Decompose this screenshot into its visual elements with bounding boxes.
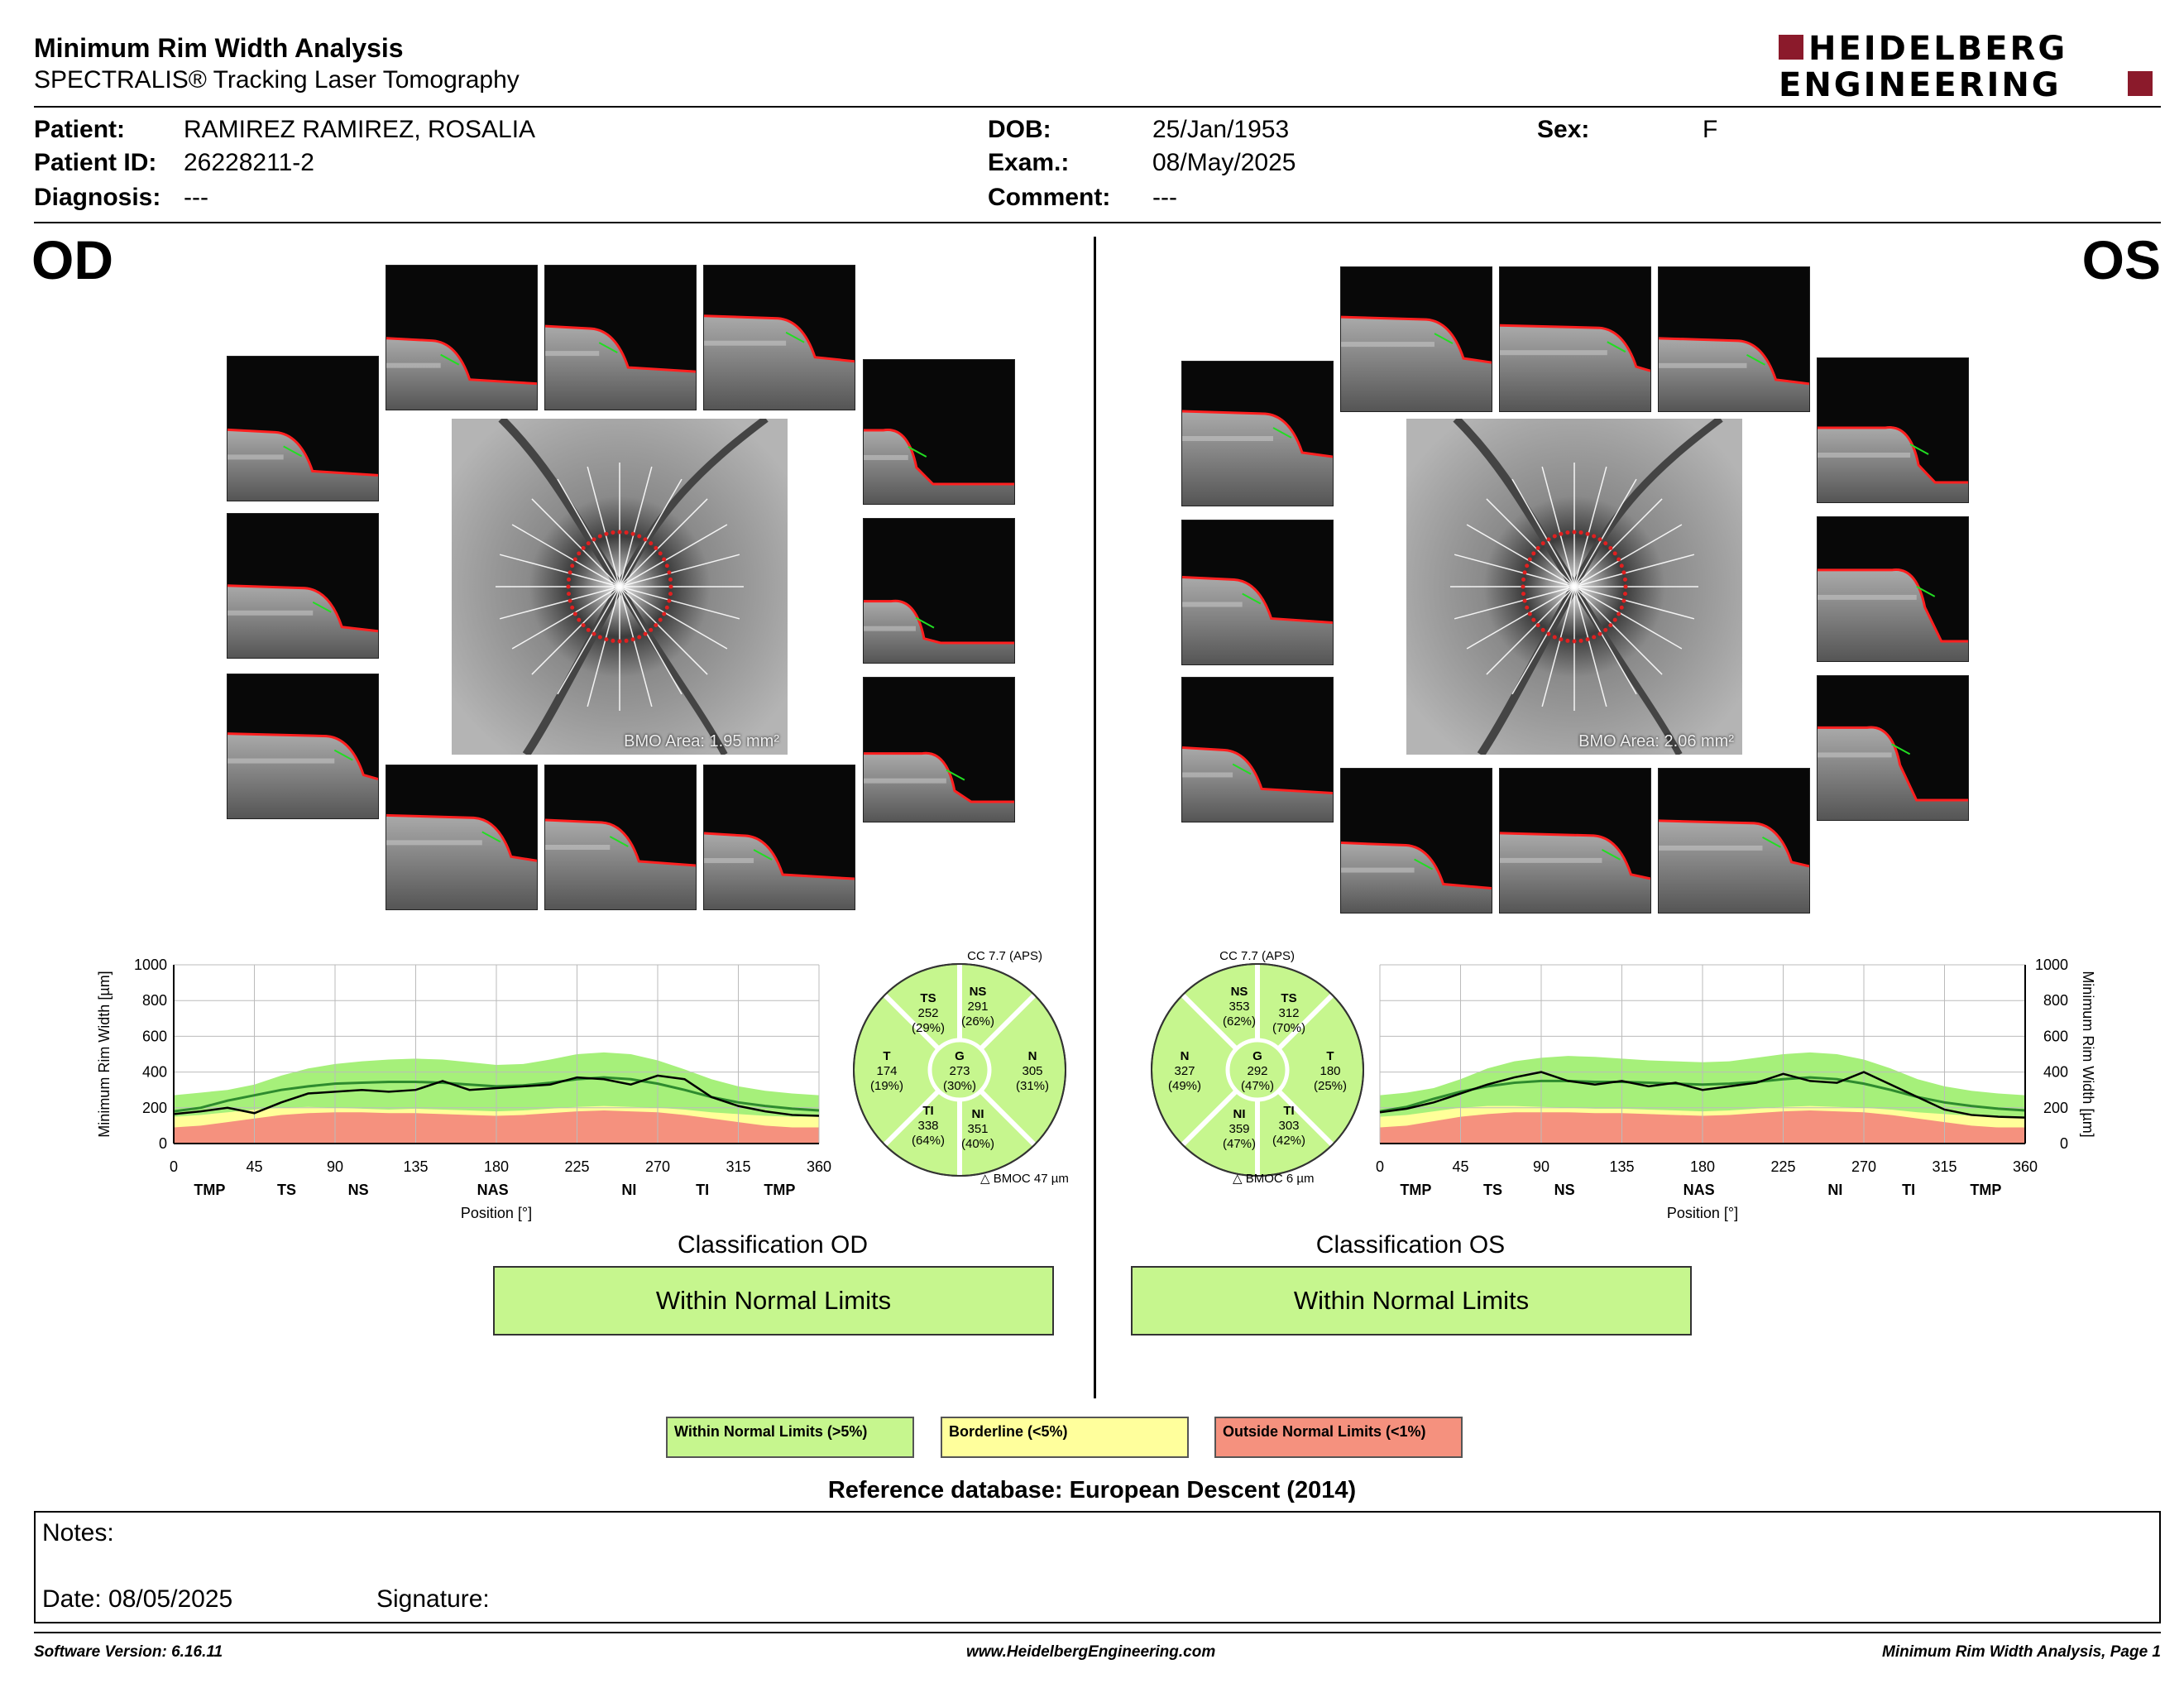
- x-tick-label: 315: [726, 1158, 751, 1175]
- software-version: Software Version: 6.16.11: [34, 1643, 223, 1661]
- x-tick-label: 225: [564, 1158, 590, 1175]
- sector-axis-label: TS: [1482, 1182, 1503, 1198]
- oct-bscan-thumbnail: [227, 674, 379, 819]
- dob-label: DOB:: [988, 116, 1051, 143]
- oct-bscan-thumbnail: [1499, 266, 1651, 412]
- oct-bscan-thumbnail: [1817, 516, 1969, 662]
- sector-name: N: [1180, 1049, 1190, 1063]
- oct-bscan-thumbnail: [1658, 768, 1810, 914]
- od-sector-diagram: [836, 947, 1084, 1187]
- y-tick-label: 200: [141, 1099, 167, 1116]
- sector-axis-label: TI: [1902, 1182, 1916, 1198]
- legend-outside-normal: Outside Normal Limits (<1%): [1214, 1417, 1463, 1458]
- sector-name: NI: [971, 1107, 984, 1121]
- oct-bscan-thumbnail: [544, 265, 697, 410]
- date-label: Date: 08/05/2025: [42, 1585, 233, 1613]
- sector-axis-label: NS: [1554, 1182, 1575, 1198]
- sector-value: 312: [1278, 1006, 1300, 1020]
- sector-axis-label: TMP: [1970, 1182, 2002, 1198]
- oct-bscan-thumbnail: [703, 265, 855, 410]
- od-eye-label: OD: [31, 229, 113, 290]
- sex-value: F: [1703, 116, 1718, 143]
- page-label: Minimum Rim Width Analysis, Page 1: [1882, 1643, 2161, 1661]
- diagnosis-label: Diagnosis:: [34, 184, 161, 211]
- y-tick-label: 0: [158, 1135, 167, 1152]
- sector-name: G: [1252, 1049, 1262, 1063]
- y-tick-label: 800: [141, 992, 167, 1009]
- diagnosis-value: ---: [184, 184, 208, 211]
- x-tick-label: 180: [1689, 1158, 1716, 1175]
- sector-value: 327: [1174, 1064, 1195, 1078]
- sector-name: NS: [1230, 985, 1248, 999]
- sector-percentile: (30%): [942, 1079, 977, 1093]
- sector-name: TS: [1281, 991, 1297, 1005]
- notes-box[interactable]: [34, 1511, 2161, 1623]
- cc-label: CC 7.7 (APS): [967, 949, 1042, 963]
- sector-name: NI: [1233, 1107, 1246, 1121]
- oct-bscan-thumbnail: [863, 677, 1015, 822]
- y-axis-title: Minimum Rim Width [µm]: [2080, 971, 2096, 1138]
- y-axis-title: Minimum Rim Width [µm]: [96, 971, 113, 1138]
- sector-percentile: (47%): [1222, 1137, 1257, 1151]
- patient-id-label: Patient ID:: [34, 149, 157, 176]
- x-tick-label: 135: [1609, 1158, 1635, 1175]
- oct-bscan-thumbnail: [1181, 677, 1334, 822]
- y-tick-label: 800: [2043, 992, 2068, 1009]
- x-tick-label: 270: [644, 1158, 671, 1175]
- oct-bscan-thumbnail: [863, 359, 1015, 505]
- oct-bscan-thumbnail: [863, 518, 1015, 664]
- sector-percentile: (26%): [960, 1014, 995, 1029]
- svg-text:HEIDELBERG: HEIDELBERG: [1808, 31, 2068, 68]
- sector-value: 174: [876, 1064, 898, 1078]
- sector-value: 305: [1022, 1064, 1043, 1078]
- x-tick-label: 180: [483, 1158, 510, 1175]
- sector-value: 351: [967, 1122, 989, 1136]
- sector-name: N: [1027, 1049, 1037, 1063]
- report-subtitle: SPECTRALIS® Tracking Laser Tomography: [34, 66, 520, 94]
- x-tick-label: 315: [1932, 1158, 1957, 1175]
- y-tick-label: 1000: [2034, 957, 2068, 973]
- sector-axis-label: TS: [276, 1182, 297, 1198]
- oct-bscan-thumbnail: [227, 513, 379, 659]
- report-title: Minimum Rim Width Analysis: [34, 33, 404, 63]
- os-classification-box: Within Normal Limits: [1131, 1266, 1692, 1336]
- comment-value: ---: [1152, 184, 1177, 211]
- sector-axis-label: NI: [621, 1182, 637, 1198]
- legend-borderline: Borderline (<5%): [941, 1417, 1189, 1458]
- x-tick-label: 270: [1851, 1158, 1877, 1175]
- center-divider: [1094, 237, 1096, 1398]
- patient-id: 26228211-2: [184, 149, 314, 176]
- sector-axis-label: NAS: [1683, 1182, 1715, 1198]
- sector-value: 338: [917, 1119, 939, 1133]
- sector-name: TI: [1283, 1104, 1295, 1118]
- sector-axis-label: NAS: [477, 1182, 509, 1198]
- legend-within-normal: Within Normal Limits (>5%): [666, 1417, 914, 1458]
- y-tick-label: 1000: [133, 957, 167, 973]
- sector-axis-label: TMP: [1400, 1182, 1432, 1198]
- chart-plot-area: [1376, 957, 2096, 1221]
- x-tick-label: 45: [1452, 1158, 1469, 1175]
- oct-bscan-thumbnail: [1658, 266, 1810, 412]
- sector-name: NS: [969, 985, 987, 999]
- notes-label: Notes:: [42, 1519, 114, 1547]
- sector-axis-label: NI: [1827, 1182, 1843, 1198]
- bmo-area-label: BMO Area: 1.95 mm²: [624, 732, 779, 750]
- y-tick-label: 400: [141, 1063, 167, 1081]
- od-classification-box: Within Normal Limits: [493, 1266, 1054, 1336]
- y-tick-label: 600: [2043, 1028, 2068, 1045]
- sector-name: T: [1326, 1049, 1334, 1063]
- cc-label: CC 7.7 (APS): [1219, 949, 1295, 963]
- oct-bscan-thumbnail: [544, 765, 697, 910]
- sector-axis-label: TMP: [764, 1182, 796, 1198]
- patient-name: RAMIREZ RAMIREZ, ROSALIA: [184, 116, 536, 143]
- os-sector-diagram: [1133, 947, 1385, 1187]
- sector-value: 353: [1228, 1000, 1250, 1014]
- sector-percentile: (47%): [1240, 1079, 1275, 1093]
- sector-percentile: (29%): [911, 1021, 946, 1035]
- sector-axis-label: TMP: [194, 1182, 226, 1198]
- oct-bscan-thumbnail: [703, 765, 855, 910]
- oct-bscan-thumbnail: [1817, 675, 1969, 821]
- sector-percentile: (25%): [1313, 1079, 1348, 1093]
- os-classification-title: Classification OS: [1315, 1231, 1506, 1259]
- bmoc-label: △ BMOC 6 µm: [1233, 1172, 1315, 1186]
- sector-percentile: (31%): [1015, 1079, 1050, 1093]
- x-tick-label: 360: [2012, 1158, 2038, 1175]
- sector-axis-label: NS: [347, 1182, 369, 1198]
- oct-bscan-thumbnail: [1181, 361, 1334, 506]
- sector-value: 292: [1247, 1064, 1268, 1078]
- y-tick-label: 200: [2043, 1099, 2068, 1116]
- sector-value: 291: [967, 1000, 989, 1014]
- exam-label: Exam.:: [988, 149, 1070, 176]
- x-tick-label: 90: [326, 1158, 344, 1175]
- x-axis-title: Position [°]: [460, 1205, 533, 1221]
- os-mrw-chart: [1355, 952, 2100, 1233]
- x-tick-label: 225: [1770, 1158, 1796, 1175]
- reference-database: Reference database: European Descent (2014): [827, 1477, 1357, 1503]
- sector-name: T: [883, 1049, 891, 1063]
- oct-bscan-thumbnail: [1340, 266, 1492, 412]
- svg-text:ENGINEERING: ENGINEERING: [1779, 66, 2062, 101]
- x-tick-label: 135: [403, 1158, 429, 1175]
- sector-value: 273: [949, 1064, 970, 1078]
- sector-value: 359: [1228, 1122, 1250, 1136]
- oct-bscan-thumbnail: [386, 765, 538, 910]
- sector-percentile: (42%): [1272, 1134, 1306, 1148]
- sector-axis-label: TI: [696, 1182, 710, 1198]
- bmo-area-label: BMO Area: 2.06 mm²: [1578, 732, 1734, 750]
- sector-percentile: (40%): [960, 1137, 995, 1151]
- dob-value: 25/Jan/1953: [1152, 116, 1290, 143]
- website-link[interactable]: www.HeidelbergEngineering.com: [966, 1643, 1216, 1661]
- sector-percentile: (49%): [1167, 1079, 1202, 1093]
- os-fundus-image: [1406, 419, 1742, 755]
- oct-bscan-thumbnail: [1340, 768, 1492, 914]
- sector-name: TI: [922, 1104, 934, 1118]
- od-classification-title: Classification OD: [677, 1231, 869, 1259]
- y-tick-label: 400: [2043, 1063, 2068, 1081]
- sex-label: Sex:: [1537, 116, 1590, 143]
- exam-value: 08/May/2025: [1152, 149, 1296, 176]
- x-axis-title: Position [°]: [1666, 1205, 1739, 1221]
- sector-percentile: (62%): [1222, 1014, 1257, 1029]
- comment-label: Comment:: [988, 184, 1111, 211]
- bmoc-label: △ BMOC 47 µm: [980, 1172, 1069, 1186]
- os-eye-label: OS: [2081, 229, 2161, 290]
- oct-bscan-thumbnail: [1499, 768, 1651, 914]
- oct-bscan-thumbnail: [1817, 357, 1969, 503]
- x-tick-label: 0: [1375, 1158, 1385, 1175]
- signature-label: Signature:: [376, 1585, 490, 1613]
- x-tick-label: 360: [806, 1158, 832, 1175]
- patient-label: Patient:: [34, 116, 126, 143]
- sector-name: TS: [920, 991, 936, 1005]
- x-tick-label: 45: [246, 1158, 263, 1175]
- x-tick-label: 0: [169, 1158, 179, 1175]
- oct-bscan-thumbnail: [1181, 520, 1334, 665]
- oct-bscan-thumbnail: [227, 356, 379, 501]
- y-tick-label: 600: [141, 1028, 167, 1045]
- sector-percentile: (19%): [869, 1079, 904, 1093]
- sector-value: 180: [1320, 1064, 1341, 1078]
- chart-plot-area: [96, 957, 831, 1221]
- sector-name: G: [955, 1049, 965, 1063]
- sector-value: 303: [1278, 1119, 1300, 1133]
- oct-bscan-thumbnail: [386, 265, 538, 410]
- od-fundus-image: [452, 419, 788, 755]
- sector-percentile: (70%): [1272, 1021, 1306, 1035]
- x-tick-label: 90: [1532, 1158, 1550, 1175]
- sector-percentile: (64%): [911, 1134, 946, 1148]
- od-mrw-chart: [91, 952, 836, 1233]
- y-tick-label: 0: [2059, 1135, 2068, 1152]
- heidelberg-logo: [1779, 31, 2159, 101]
- sector-value: 252: [917, 1006, 939, 1020]
